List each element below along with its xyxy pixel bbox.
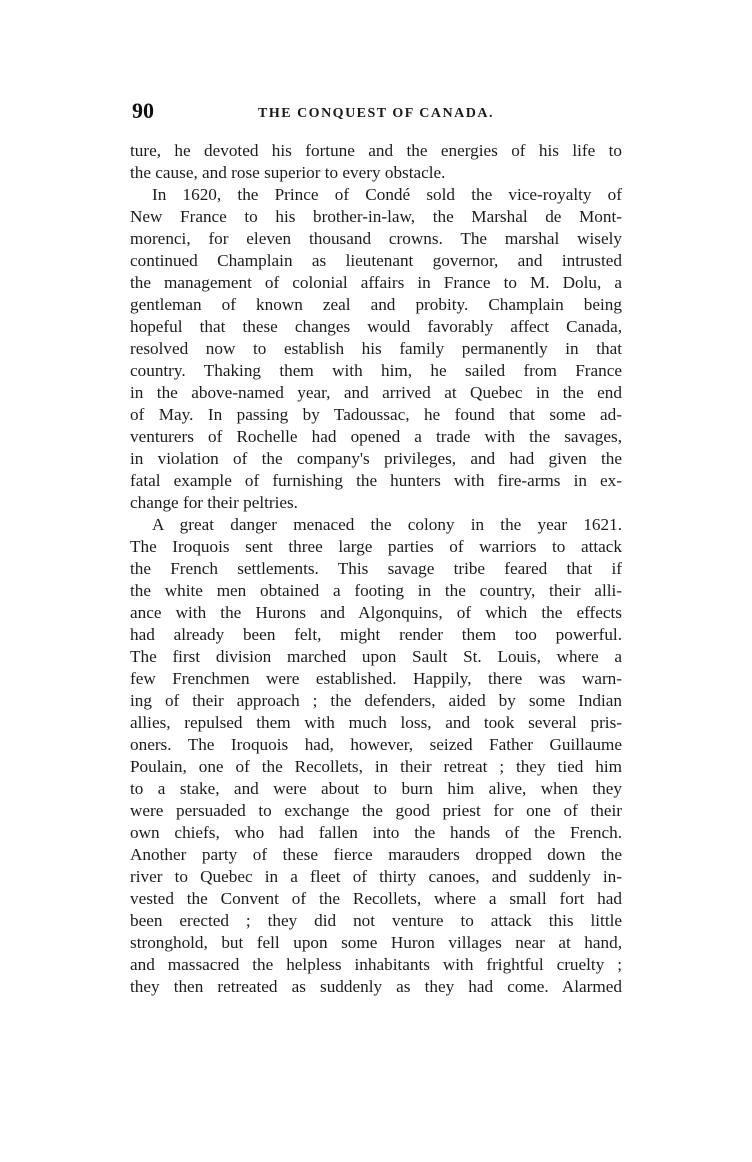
- text-line: river to Quebec in a fleet of thirty canoes, and suddenly in-: [130, 867, 622, 886]
- running-head: [130, 98, 622, 126]
- text-line: the cause, and rose superior to every obstacle.: [130, 163, 446, 182]
- text-line: fatal example of furnishing the hunters with fire-arms in ex-: [130, 471, 622, 490]
- text-line: The Iroquois sent three large parties of warriors to attack: [130, 537, 622, 556]
- text-line: of May. In passing by Tadoussac, he found that some ad-: [130, 405, 622, 424]
- text-line: Poulain, one of the Recollets, in their retreat ; they tied him: [130, 757, 622, 776]
- text-line: ance with the Hurons and Algonquins, of which the effects: [130, 603, 622, 622]
- text-line: been erected ; they did not venture to attack this little: [130, 911, 622, 930]
- text-line: stronghold, but fell upon some Huron villages near at hand,: [130, 933, 622, 952]
- text-line: few Frenchmen were established. Happily, there was warn-: [130, 669, 622, 688]
- text-line: vested the Convent of the Recollets, where a small fort had: [130, 889, 622, 908]
- text-line: they then retreated as suddenly as they had come. Alarmed: [130, 977, 622, 996]
- text-line: to a stake, and were about to burn him alive, when they: [130, 779, 622, 798]
- running-title: THE CONQUEST OF CANADA.: [258, 106, 494, 121]
- text-line: ture, he devoted his fortune and the energies of his life to: [130, 141, 622, 160]
- page-number: 90: [132, 98, 154, 123]
- text-line: had already been felt, might render them too powerful.: [130, 625, 622, 644]
- text-line: hopeful that these changes would favorably affect Canada,: [130, 317, 622, 336]
- text-line: The first division marched upon Sault St. Louis, where a: [130, 647, 622, 666]
- text-line: resolved now to establish his family permanently in that: [130, 339, 622, 358]
- text-line: A great danger menaced the colony in the year 1621.: [152, 515, 622, 534]
- text-line: venturers of Rochelle had opened a trade with the savages,: [130, 427, 622, 446]
- paragraph: [130, 184, 622, 514]
- text-line: the management of colonial affairs in France to M. Dolu, a: [130, 273, 622, 292]
- text-line: the French settlements. This savage tribe feared that if: [130, 559, 622, 578]
- text-line: and massacred the helpless inhabitants with frightful cruelty ;: [130, 955, 622, 974]
- text-line: allies, repulsed them with much loss, and took several pris-: [130, 713, 622, 732]
- text-line: gentleman of known zeal and probity. Champlain being: [130, 295, 622, 314]
- text-line: morenci, for eleven thousand crowns. The marshal wisely: [130, 229, 622, 248]
- text-line: in violation of the company's privileges, and had given the: [130, 449, 622, 468]
- text-line: ing of their approach ; the defenders, aided by some Indian: [130, 691, 622, 710]
- text-line: own chiefs, who had fallen into the hands of the French.: [130, 823, 622, 842]
- paragraph: [130, 140, 622, 184]
- text-line: were persuaded to exchange the good priest for one of their: [130, 801, 622, 820]
- paragraph: [130, 514, 622, 998]
- text-line: country. Thaking them with him, he sailed from France: [130, 361, 622, 380]
- text-line: in the above-named year, and arrived at Quebec in the end: [130, 383, 622, 402]
- text-line: change for their peltries.: [130, 493, 298, 512]
- body-text: [130, 140, 622, 998]
- text-line: the white men obtained a footing in the country, their alli-: [130, 581, 622, 600]
- text-line: continued Champlain as lieutenant governor, and intrusted: [130, 251, 622, 270]
- text-line: In 1620, the Prince of Condé sold the vice-royalty of: [152, 185, 622, 204]
- text-line: Another party of these fierce marauders dropped down the: [130, 845, 622, 864]
- text-line: oners. The Iroquois had, however, seized Father Guillaume: [130, 735, 622, 754]
- text-line: New France to his brother-in-law, the Marshal de Mont-: [130, 207, 622, 226]
